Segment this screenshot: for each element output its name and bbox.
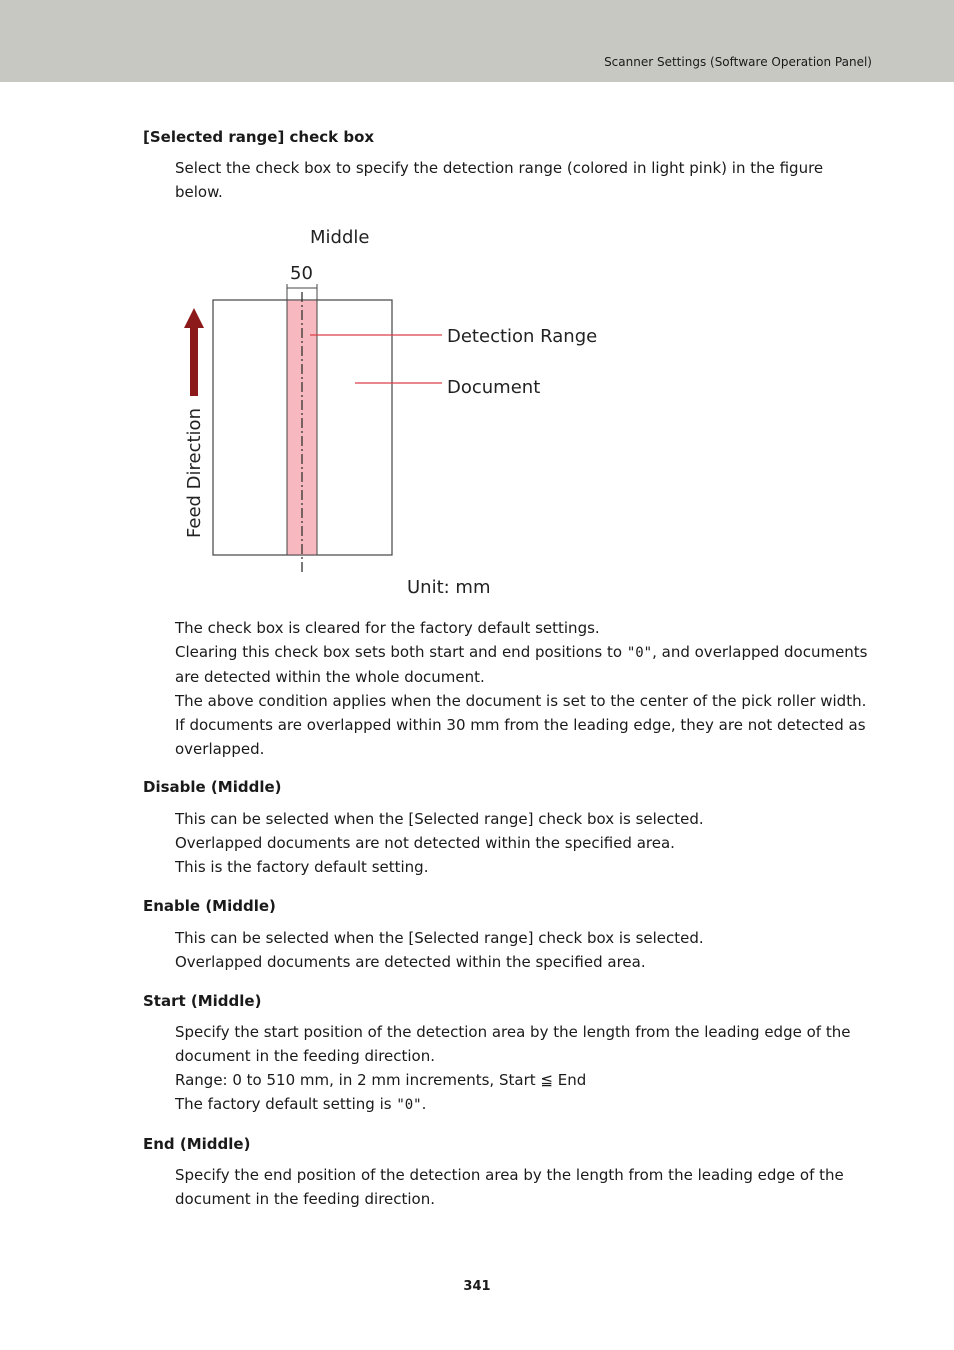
text-line: below. [175, 183, 223, 201]
middle-label: Middle [310, 227, 370, 248]
disable-middle-text [175, 807, 875, 879]
page-number: 341 [463, 1279, 491, 1294]
text-fragment: Clearing this check box sets both start and end positions to [175, 643, 627, 661]
text-line: The check box is cleared for the factory default settings. [175, 619, 600, 637]
detection-range-diagram [175, 218, 615, 608]
feed-direction-arrow-icon [184, 308, 204, 328]
selected-range-notes [175, 616, 875, 761]
header-title: Scanner Settings (Software Operation Panel) [604, 55, 872, 69]
text-line: This can be selected when the [Selected range] check box is selected. [175, 929, 704, 947]
heading-selected-range: [Selected range] check box [143, 128, 375, 146]
heading-enable-middle: Enable (Middle) [143, 897, 276, 915]
text-line: If documents are overlapped within 30 mm from the leading edge, they are not detected as [175, 716, 866, 734]
value-code: "0" [396, 1097, 422, 1113]
text-line: This is the factory default setting. [175, 858, 429, 876]
text-line: This can be selected when the [Selected range] check box is selected. [175, 810, 704, 828]
text-line: Overlapped documents are detected within the specified area. [175, 953, 646, 971]
text-line: document in the feeding direction. [175, 1047, 436, 1065]
text-line: document in the feeding direction. [175, 1190, 436, 1208]
text-line: The above condition applies when the document is set to the center of the pick roller width. [175, 692, 867, 710]
detection-range-figure [175, 218, 615, 608]
selected-range-intro [175, 156, 875, 204]
value-code: "0" [626, 645, 653, 661]
text-line: Select the check box to specify the detection range (colored in light pink) in the figure [175, 159, 824, 177]
unit-label: Unit: mm [407, 577, 491, 598]
text-fragment: . [421, 1095, 427, 1113]
heading-disable-middle: Disable (Middle) [143, 778, 282, 796]
text-line [175, 640, 875, 665]
width-label: 50 [290, 263, 313, 284]
heading-end-middle: End (Middle) [143, 1135, 251, 1153]
text-line: overlapped. [175, 740, 265, 758]
start-middle-text [175, 1020, 875, 1117]
text-fragment: The factory default setting is [175, 1095, 397, 1113]
text-line [175, 1092, 875, 1117]
feed-direction-arrow-shaft [190, 326, 198, 396]
detection-range-label: Detection Range [447, 326, 598, 347]
heading-start-middle: Start (Middle) [143, 992, 262, 1010]
document-label: Document [447, 377, 541, 398]
enable-middle-text [175, 926, 875, 974]
text-line: are detected within the whole document. [175, 668, 485, 686]
text-line: Range: 0 to 510 mm, in 2 mm increments, Start ≦ End [175, 1071, 587, 1089]
text-line: Specify the end position of the detection area by the length from the leading edge of the [175, 1166, 844, 1184]
text-line: Specify the start position of the detection area by the length from the leading edge of the [175, 1023, 851, 1041]
end-middle-text [175, 1163, 875, 1211]
text-fragment: , and overlapped documents [652, 643, 868, 661]
header-band [0, 0, 954, 82]
feed-direction-label: Feed Direction [184, 408, 205, 538]
text-line: Overlapped documents are not detected within the specified area. [175, 834, 675, 852]
